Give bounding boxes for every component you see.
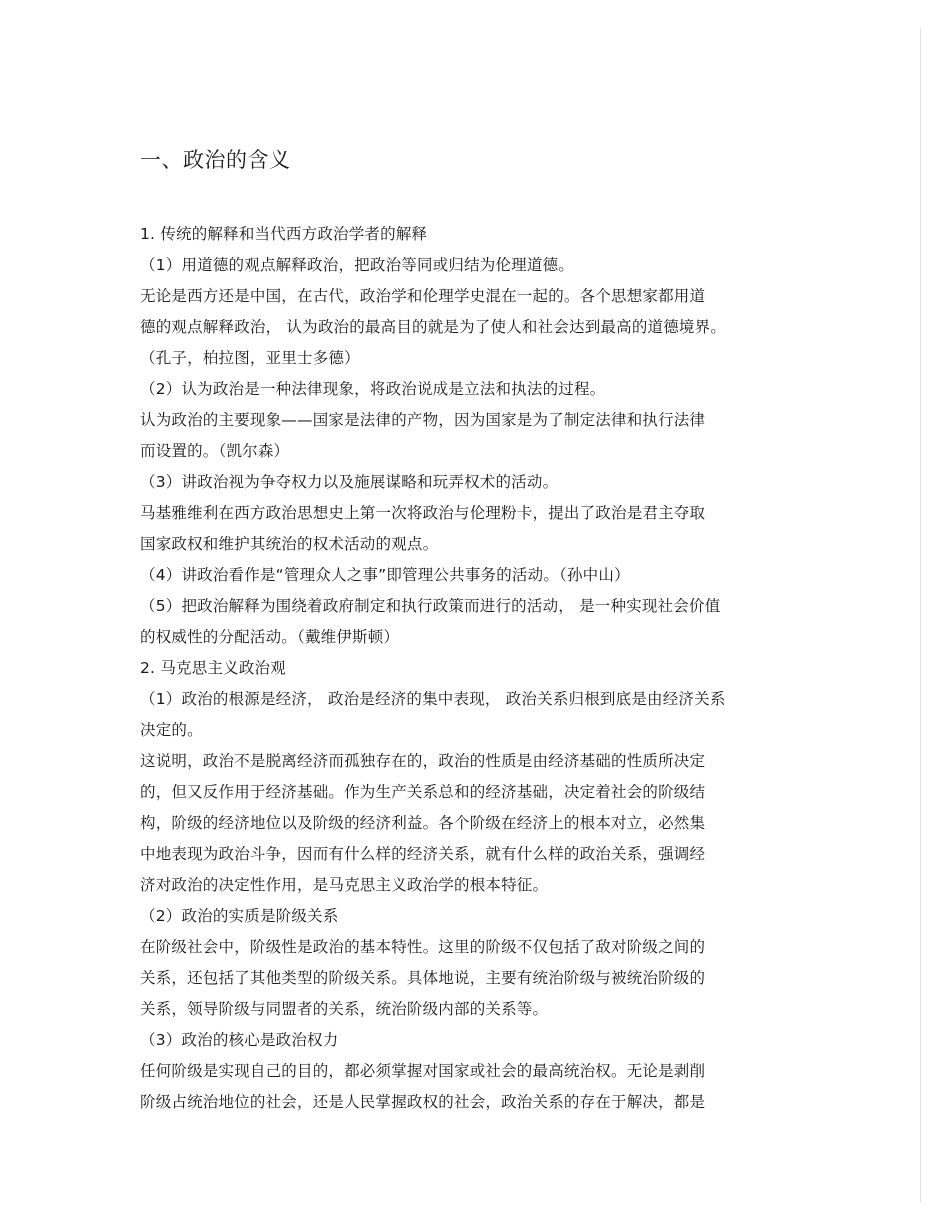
text-line: （2）政治的实质是阶级关系: [140, 907, 339, 925]
text-line: 无论是西方还是中国，在古代，政治学和伦理学史混在一起的。各个思想家都用道: [140, 287, 706, 305]
text-line: 这说明，政治不是脱离经济而孤独存在的，政治的性质是由经济基础的性质所决定: [140, 752, 706, 770]
text-line: 关系，还包括了其他类型的阶级关系。具体地说，主要有统治阶级与被统治阶级的: [140, 969, 706, 987]
text-line: 阶级占统治地位的社会，还是人民掌握政权的社会，政治关系的存在于解决，都是: [140, 1093, 706, 1111]
text-line: （1）用道德的观点解释政治，把政治等同或归结为伦理道德。: [140, 256, 574, 274]
text-line: 2. 马克思主义政治观: [140, 659, 286, 677]
text-line: （3）讲政治视为争夺权力以及施展谋略和玩弄权术的活动。: [140, 473, 559, 491]
text-line: 在阶级社会中，阶级性是政治的基本特性。这里的阶级不仅包括了敌对阶级之间的: [140, 938, 706, 956]
text-line: （2）认为政治是一种法律现象，将政治说成是立法和执法的过程。: [140, 380, 606, 398]
body-text: [140, 219, 726, 1118]
text-line: （4）讲政治看作是“管理众人之事”即管理公共事务的活动。（孙中山）: [140, 566, 630, 584]
text-line: 1. 传统的解释和当代西方政治学者的解释: [140, 225, 428, 243]
text-line: 而设置的。（凯尔森）: [140, 442, 290, 460]
text-line: 马基雅维利在西方政治思想史上第一次将政治与伦理粉卡，提出了政治是君主夺取: [140, 504, 706, 522]
text-line: 任何阶级是实现自己的目的，都必须掌握对国家或社会的最高统治权。无论是剥削: [140, 1062, 706, 1080]
text-line: 中地表现为政治斗争，因而有什么样的经济关系，就有什么样的政治关系，强调经: [140, 845, 706, 863]
text-line: （3）政治的核心是政治权力: [140, 1031, 339, 1049]
page-edge-divider: [920, 28, 921, 1203]
text-line: 决定的。: [140, 721, 203, 739]
text-line: （1）政治的根源是经济， 政治是经济的集中表现， 政治关系归根到底是由经济关系: [140, 690, 726, 708]
text-line: 德的观点解释政治， 认为政治的最高目的就是为了使人和社会达到最高的道德境界。: [140, 318, 727, 336]
section-heading: 一、政治的含义: [140, 148, 291, 172]
text-line: 关系，领导阶级与同盟者的关系，统治阶级内部的关系等。: [140, 1000, 549, 1018]
text-line: 构，阶级的经济地位以及阶级的经济利益。各个阶级在经济上的根本对立，必然集: [140, 814, 706, 832]
text-line: 认为政治的主要现象——国家是法律的产物，因为国家是为了制定法律和执行法律: [140, 411, 706, 429]
text-line: 的权威性的分配活动。（戴维伊斯顿）: [140, 628, 400, 646]
text-line: （5）把政治解释为围绕着政府制定和执行政策而进行的活动， 是一种实现社会价值: [140, 597, 721, 615]
text-line: （孔子，柏拉图，亚里士多德）: [140, 349, 360, 367]
text-line: 的，但又反作用于经济基础。作为生产关系总和的经济基础，决定着社会的阶级结: [140, 783, 706, 801]
text-line: 济对政治的决定性作用，是马克思主义政治学的根本特征。: [140, 876, 549, 894]
text-line: 国家政权和维护其统治的权术活动的观点。: [140, 535, 439, 553]
